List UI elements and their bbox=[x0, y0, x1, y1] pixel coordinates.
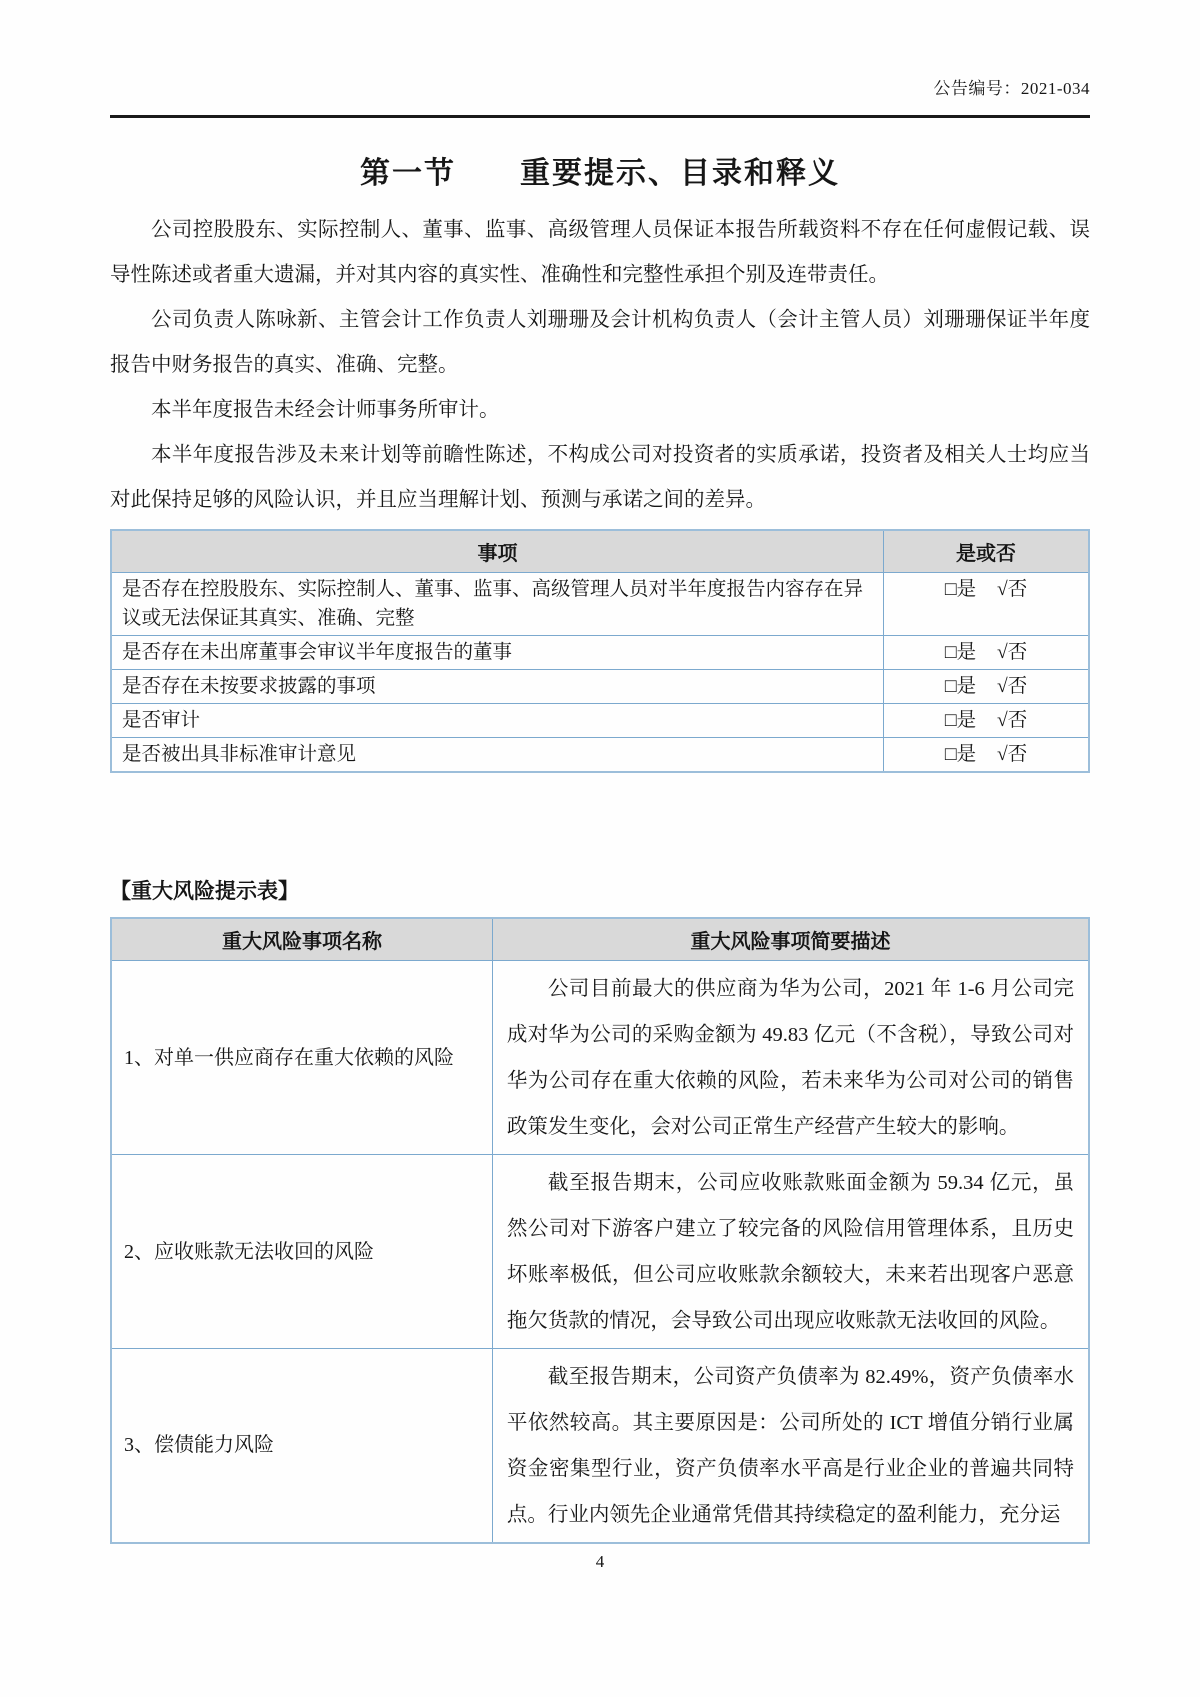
checkmark-no-option: √否 bbox=[997, 642, 1028, 663]
checkmark-no-option: √否 bbox=[997, 676, 1028, 697]
checkbox-yes-option: □是 bbox=[944, 676, 977, 697]
risk-description-cell: 截至报告期末，公司资产负债率为 82.49%，资产负债率水平依然较高。其主要原因是：公司所处的 ICT 增值分销行业属资金密集型行业，资产负债率水平高是行业企业的普遍共同特点。行业内领先企业通常凭借其持续稳定的盈利能力，充分运 bbox=[492, 1349, 1089, 1543]
checkbox-yes-option: □是 bbox=[944, 710, 977, 731]
table-row bbox=[111, 738, 1089, 773]
risk-name-cell: 2、应收账款无法收回的风险 bbox=[111, 1155, 492, 1349]
checkbox-yes-option: □是 bbox=[944, 642, 977, 663]
risk-table bbox=[110, 917, 1090, 1544]
doc-number: 公告编号：2021-034 bbox=[933, 79, 1090, 98]
item-cell: 是否存在控股股东、实际控制人、董事、监事、高级管理人员对半年度报告内容存在异议或无法保证其真实、准确、完整 bbox=[111, 573, 884, 636]
page-number: 4 bbox=[595, 1552, 605, 1571]
checkmark-no-option: √否 bbox=[997, 710, 1028, 731]
checkmark-no-option: √否 bbox=[997, 579, 1028, 600]
checkbox-yes-option: □是 bbox=[944, 579, 977, 600]
col-header-risk-name: 重大风险事项名称 bbox=[111, 918, 492, 961]
table-row bbox=[111, 1155, 1089, 1349]
statements-table bbox=[110, 529, 1090, 773]
table-row bbox=[111, 636, 1089, 670]
item-cell: 是否存在未出席董事会审议半年度报告的董事 bbox=[111, 636, 884, 670]
table-row bbox=[111, 1349, 1089, 1543]
table-row bbox=[111, 961, 1089, 1155]
risk-name-cell: 3、偿债能力风险 bbox=[111, 1349, 492, 1543]
paragraph-forward-looking: 本半年度报告涉及未来计划等前瞻性陈述，不构成公司对投资者的实质承诺，投资者及相关人士均应当对此保持足够的风险认识，并且应当理解计划、预测与承诺之间的差异。 bbox=[110, 444, 1090, 511]
checkmark-no-option: √否 bbox=[997, 744, 1028, 765]
paragraph-unaudited: 本半年度报告未经会计师事务所审计。 bbox=[151, 399, 500, 421]
answer-cell bbox=[884, 670, 1089, 704]
paragraph-responsible-persons: 公司负责人陈咏新、主管会计工作负责人刘珊珊及会计机构负责人（会计主管人员）刘珊珊保证半年度报告中财务报告的真实、准确、完整。 bbox=[110, 309, 1090, 376]
table-row bbox=[111, 704, 1089, 738]
col-header-answer: 是或否 bbox=[884, 530, 1089, 573]
statements-table-header-row bbox=[111, 530, 1089, 573]
table-row bbox=[111, 670, 1089, 704]
table-row bbox=[111, 573, 1089, 636]
item-cell: 是否审计 bbox=[111, 704, 884, 738]
checkbox-yes-option: □是 bbox=[944, 744, 977, 765]
answer-cell bbox=[884, 738, 1089, 773]
header-rule bbox=[110, 115, 1090, 118]
intro-paragraphs bbox=[110, 208, 1090, 523]
paragraph-liability: 公司控股股东、实际控制人、董事、监事、高级管理人员保证本报告所载资料不存在任何虚假记载、误导性陈述或者重大遗漏，并对其内容的真实性、准确性和完整性承担个别及连带责任。 bbox=[110, 219, 1090, 286]
answer-cell bbox=[884, 704, 1089, 738]
page-content bbox=[110, 0, 1090, 1544]
risk-section-heading: 【重大风险提示表】 bbox=[110, 880, 299, 903]
risk-description-cell: 公司目前最大的供应商为华为公司，2021 年 1-6 月公司完成对华为公司的采购金额为 49.83 亿元（不含税），导致公司对华为公司存在重大依赖的风险，若未来华为公司对公司的销售政策发生变化，会对公司正常生产经营产生较大的影响。 bbox=[492, 961, 1089, 1155]
item-cell: 是否被出具非标准审计意见 bbox=[111, 738, 884, 773]
col-header-item: 事项 bbox=[111, 530, 884, 573]
section-title: 第一节 重要提示、目录和释义 bbox=[360, 157, 840, 190]
item-cell: 是否存在未按要求披露的事项 bbox=[111, 670, 884, 704]
risk-description-cell: 截至报告期末，公司应收账款账面金额为 59.34 亿元，虽然公司对下游客户建立了较完备的风险信用管理体系，且历史坏账率极低，但公司应收账款余额较大，未来若出现客户恶意拖欠货款的情况，会导致公司出现应收账款无法收回的风险。 bbox=[492, 1155, 1089, 1349]
risk-name-cell: 1、对单一供应商存在重大依赖的风险 bbox=[111, 961, 492, 1155]
risk-table-header-row bbox=[111, 918, 1089, 961]
answer-cell bbox=[884, 636, 1089, 670]
col-header-risk-desc: 重大风险事项简要描述 bbox=[492, 918, 1089, 961]
answer-cell bbox=[884, 573, 1089, 636]
